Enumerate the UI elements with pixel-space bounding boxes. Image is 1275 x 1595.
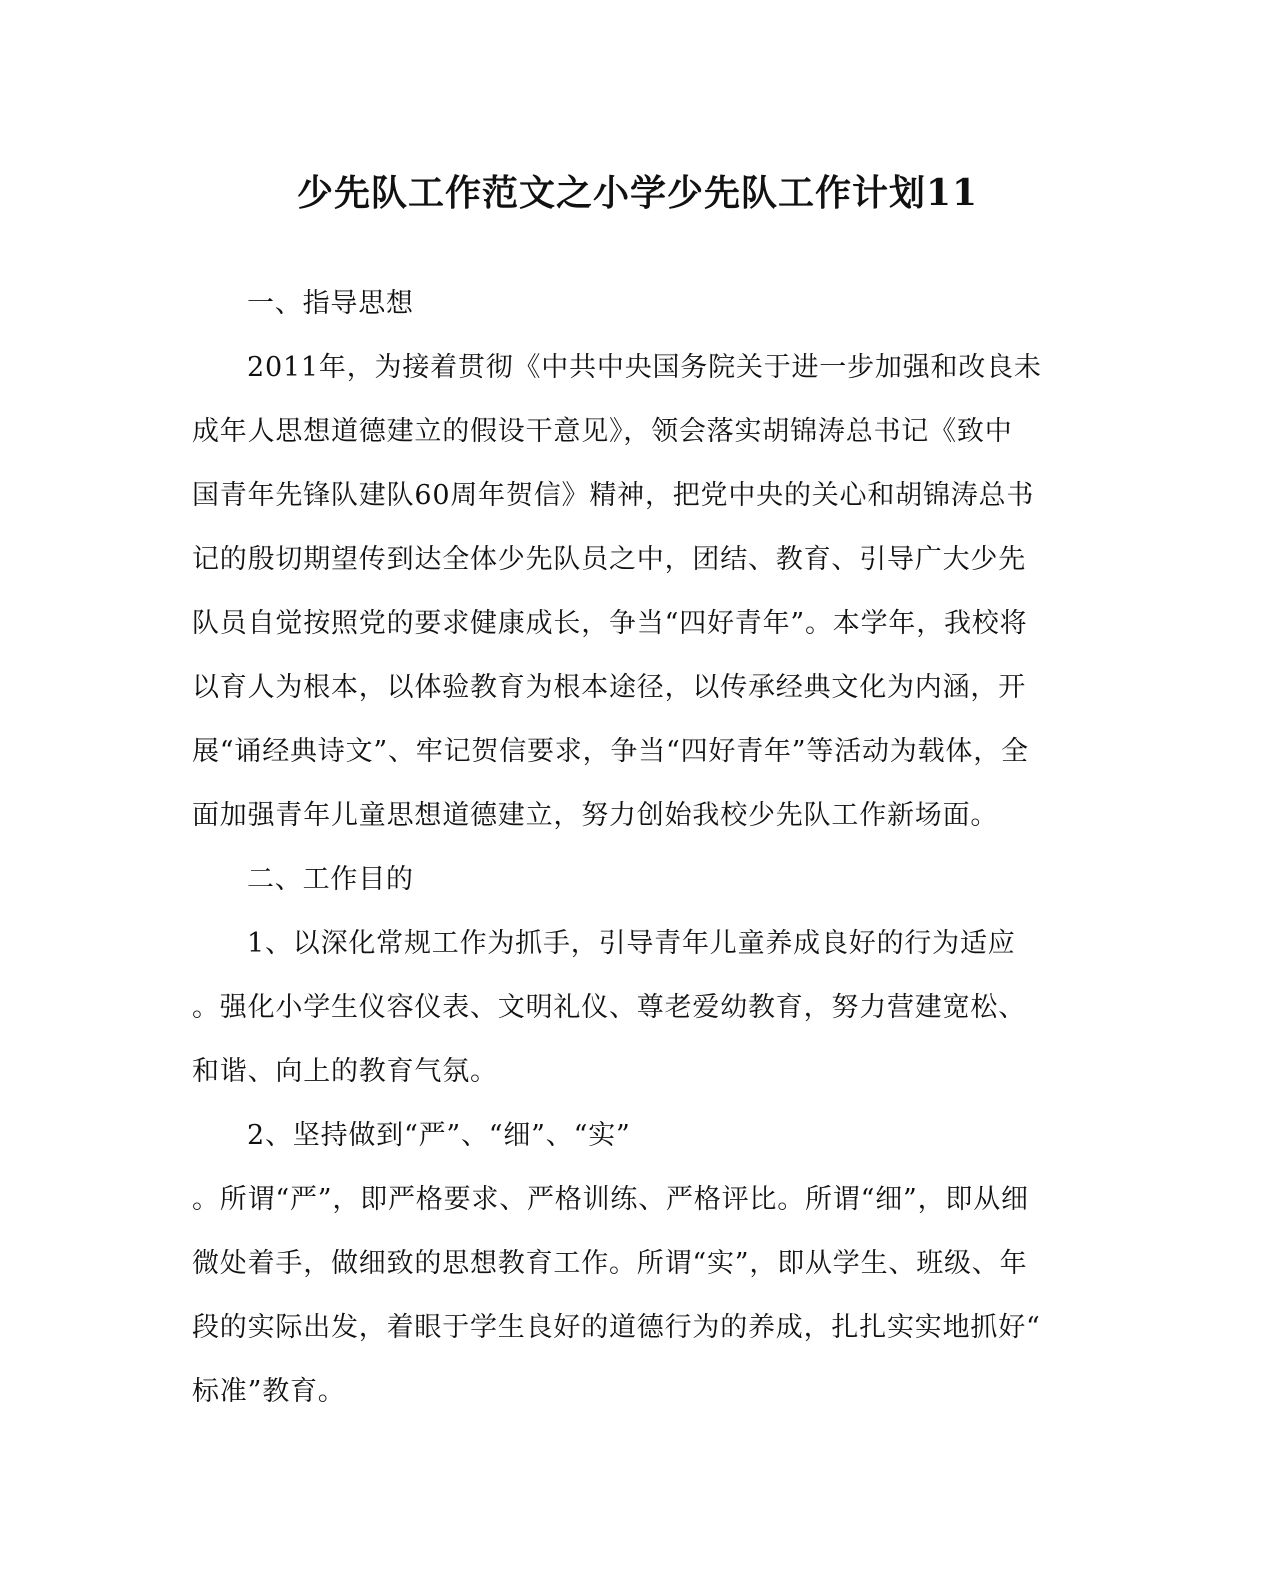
section-heading-guiding-thought: 一、指导思想 bbox=[247, 288, 414, 319]
paragraph-line: 。强化小学生仪容仪表、文明礼仪、尊老爱幼教育，努力营建宽松、 bbox=[192, 992, 1026, 1023]
paragraph-line: 和谐、向上的教育气氛。 bbox=[192, 1056, 498, 1087]
paragraph-line: 2011年，为接着贯彻《中共中央国务院关于进一步加强和改良未 bbox=[247, 352, 1042, 383]
section-heading-work-goals: 二、工作目的 bbox=[247, 864, 414, 895]
paragraph-line: 展“诵经典诗文”、牢记贺信要求，争当“四好青年”等活动为载体，全 bbox=[192, 736, 1029, 767]
paragraph-line: 2、坚持做到“严”、“细”、“实” bbox=[247, 1120, 631, 1151]
paragraph-line: 队员自觉按照党的要求健康成长，争当“四好青年”。本学年，我校将 bbox=[192, 608, 1028, 639]
paragraph-line: 国青年先锋队建队60周年贺信》精神，把党中央的关心和胡锦涛总书 bbox=[192, 480, 1035, 511]
paragraph-line: 微处着手，做细致的思想教育工作。所谓“实”，即从学生、班级、年 bbox=[192, 1248, 1028, 1279]
paragraph-line: 标准”教育。 bbox=[192, 1376, 346, 1407]
paragraph-line: 。所谓“严”，即严格要求、严格训练、严格评比。所谓“细”，即从细 bbox=[192, 1184, 1029, 1215]
paragraph-line: 以育人为根本，以体验教育为根本途径，以传承经典文化为内涵，开 bbox=[192, 672, 1026, 703]
document-title: 少先队工作范文之小学少先队工作计划11 bbox=[296, 172, 979, 214]
document-body bbox=[192, 272, 1072, 1424]
paragraph-line: 记的殷切期望传到达全体少先队员之中，团结、教育、引导广大少先 bbox=[192, 544, 1026, 575]
paragraph-line: 1、以深化常规工作为抓手，引导青年儿童养成良好的行为适应 bbox=[247, 928, 1016, 959]
paragraph-line: 成年人思想道德建立的假设干意见》，领会落实胡锦涛总书记《致中 bbox=[192, 416, 1013, 447]
paragraph-line: 段的实际出发，着眼于学生良好的道德行为的养成，扎扎实实地抓好“ bbox=[192, 1312, 1041, 1343]
paragraph-line: 面加强青年儿童思想道德建立，努力创始我校少先队工作新场面。 bbox=[192, 800, 999, 831]
